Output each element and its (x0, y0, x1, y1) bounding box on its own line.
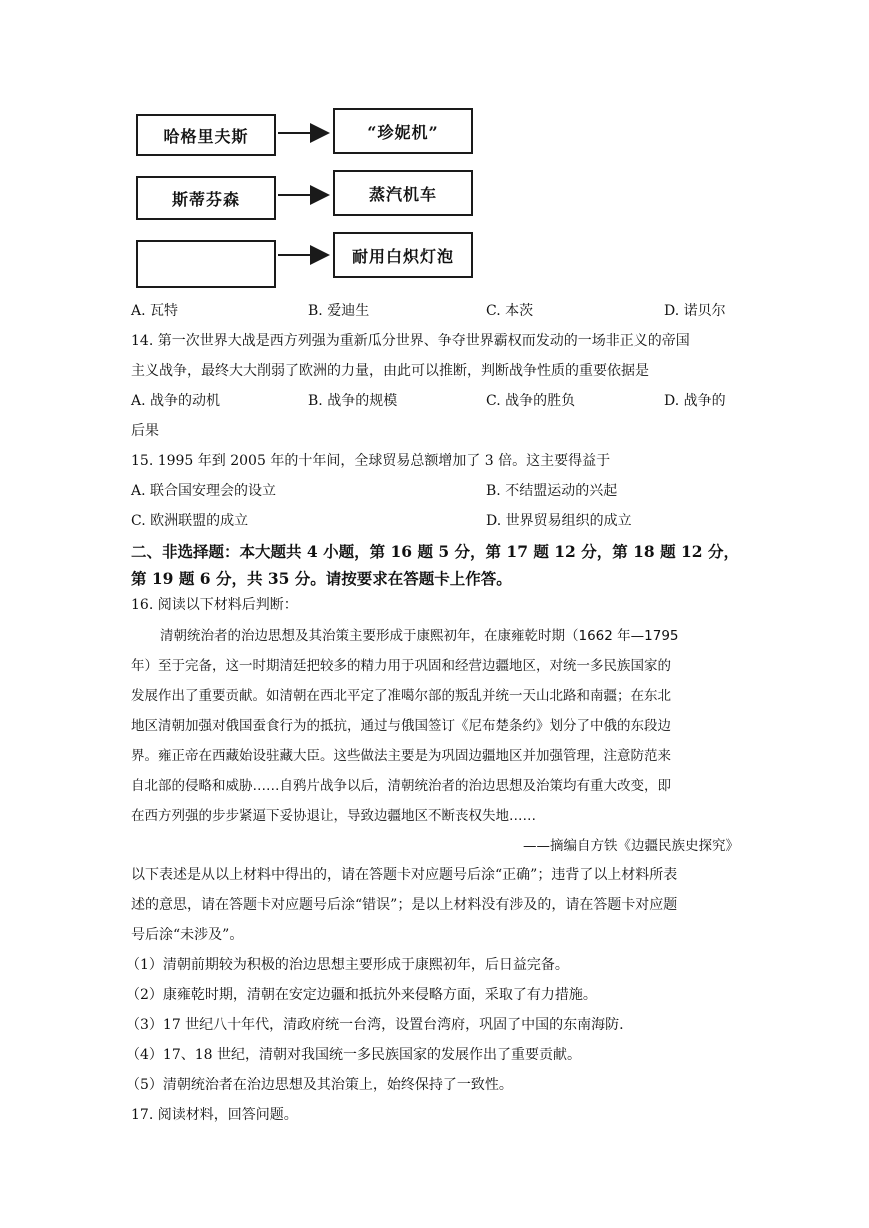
q16-statement-4: （4）17、18 世纪，清朝对我国统一多民族国家的发展作出了重要贡献。 (126, 1047, 581, 1063)
q15-option-c: C. 欧洲联盟的成立 (131, 513, 249, 529)
q14-option-d-tail: 后果 (131, 423, 159, 439)
q16-stem: 16. 阅读以下材料后判断： (131, 597, 298, 613)
q14-option-b: B. 战争的规模 (308, 393, 398, 409)
q16-material-line-2: 年）至于完备，这一时期清廷把较多的精力用于巩固和经营边疆地区，对统一多民族国家的 (131, 658, 671, 674)
q17-stem: 17. 阅读材料，回答问题。 (131, 1107, 298, 1123)
q15-option-b: B. 不结盟运动的兴起 (486, 483, 618, 499)
section2-heading-line-2: 第 19 题 6 分，共 35 分。请按要求在答题卡上作答。 (131, 569, 512, 588)
q16-instructions-line-1: 以下表述是从以上材料中得出的，请在答题卡对应题号后涂“正确”；违背了以上材料所表 (131, 867, 678, 883)
q16-material-line-1: 清朝统治者的治边思想及其治策主要形成于康熙初年，在康雍乾时期（1662 年—1795 (160, 628, 679, 644)
q14-option-c: C. 战争的胜负 (486, 393, 576, 409)
inventor-box-2: 斯蒂芬森 (136, 176, 276, 220)
inventors-diagram (128, 100, 488, 300)
q16-instructions-line-2: 述的意思，请在答题卡对应题号后涂“错误”；是以上材料没有涉及的，请在答题卡对应题 (131, 897, 678, 913)
invention-box-1: “珍妮机” (333, 108, 473, 154)
q15-option-a: A. 联合国安理会的设立 (131, 483, 277, 499)
q16-material-line-3: 发展作出了重要贡献。如清朝在西北平定了准噶尔部的叛乱并统一天山北路和南疆；在东北 (131, 688, 671, 704)
q16-instructions-line-3: 号后涂“未涉及”。 (131, 927, 244, 943)
invention-box-3: 耐用白炽灯泡 (333, 232, 473, 278)
inventor-box-1: 哈格里夫斯 (136, 114, 276, 156)
q13-option-a: A. 瓦特 (131, 303, 179, 319)
q14-stem-line-2: 主义战争，最终大大削弱了欧洲的力量，由此可以推断，判断战争性质的重要依据是 (131, 363, 649, 379)
q13-option-b: B. 爱迪生 (308, 303, 370, 319)
q14-option-d: D. 战争的 (664, 393, 726, 409)
q16-statement-2: （2）康雍乾时期，清朝在安定边疆和抵抗外来侵略方面，采取了有力措施。 (126, 987, 597, 1003)
invention-box-2: 蒸汽机车 (333, 170, 473, 216)
q16-material-line-7: 在西方列强的步步紧逼下妥协退让，导致边疆地区不断丧权失地…… (131, 808, 536, 824)
q13-option-c: C. 本茨 (486, 303, 534, 319)
q16-statement-3: （3）17 世纪八十年代，清政府统一台湾，设置台湾府，巩固了中国的东南海防. (126, 1017, 624, 1033)
q16-material-line-4: 地区清朝加强对俄国蚕食行为的抵抗，通过与俄国签订《尼布楚条约》划分了中俄的东段边 (131, 718, 671, 734)
q16-statement-5: （5）清朝统治者在治边思想及其治策上，始终保持了一致性。 (126, 1077, 513, 1093)
q14-stem-line-1: 14. 第一次世界大战是西方列强为重新瓜分世界、争夺世界霸权而发动的一场非正义的帝国 (131, 333, 690, 349)
q16-statement-1: （1）清朝前期较为积极的治边思想主要形成于康熙初年，后日益完备。 (126, 957, 569, 973)
inventor-box-3-blank (136, 240, 276, 288)
q14-option-a: A. 战争的动机 (131, 393, 221, 409)
q16-source: ——摘编自方铁《边疆民族史探究》 (523, 838, 739, 854)
q15-option-d: D. 世界贸易组织的成立 (486, 513, 632, 529)
section2-heading-line-1: 二、非选择题：本大题共 4 小题，第 16 题 5 分，第 17 题 12 分，第 18 题 12 分， (131, 542, 739, 561)
q16-material-line-5: 界。雍正帝在西藏始设驻藏大臣。这些做法主要是为巩固边疆地区并加强管理，注意防范来 (131, 748, 671, 764)
q13-option-d: D. 诺贝尔 (664, 303, 726, 319)
q16-material-line-6: 自北部的侵略和威胁……自鸦片战争以后，清朝统治者的治边思想及治策均有重大改变，即 (131, 778, 671, 794)
q15-stem: 15. 1995 年到 2005 年的十年间，全球贸易总额增加了 3 倍。这主要得益于 (131, 453, 611, 469)
